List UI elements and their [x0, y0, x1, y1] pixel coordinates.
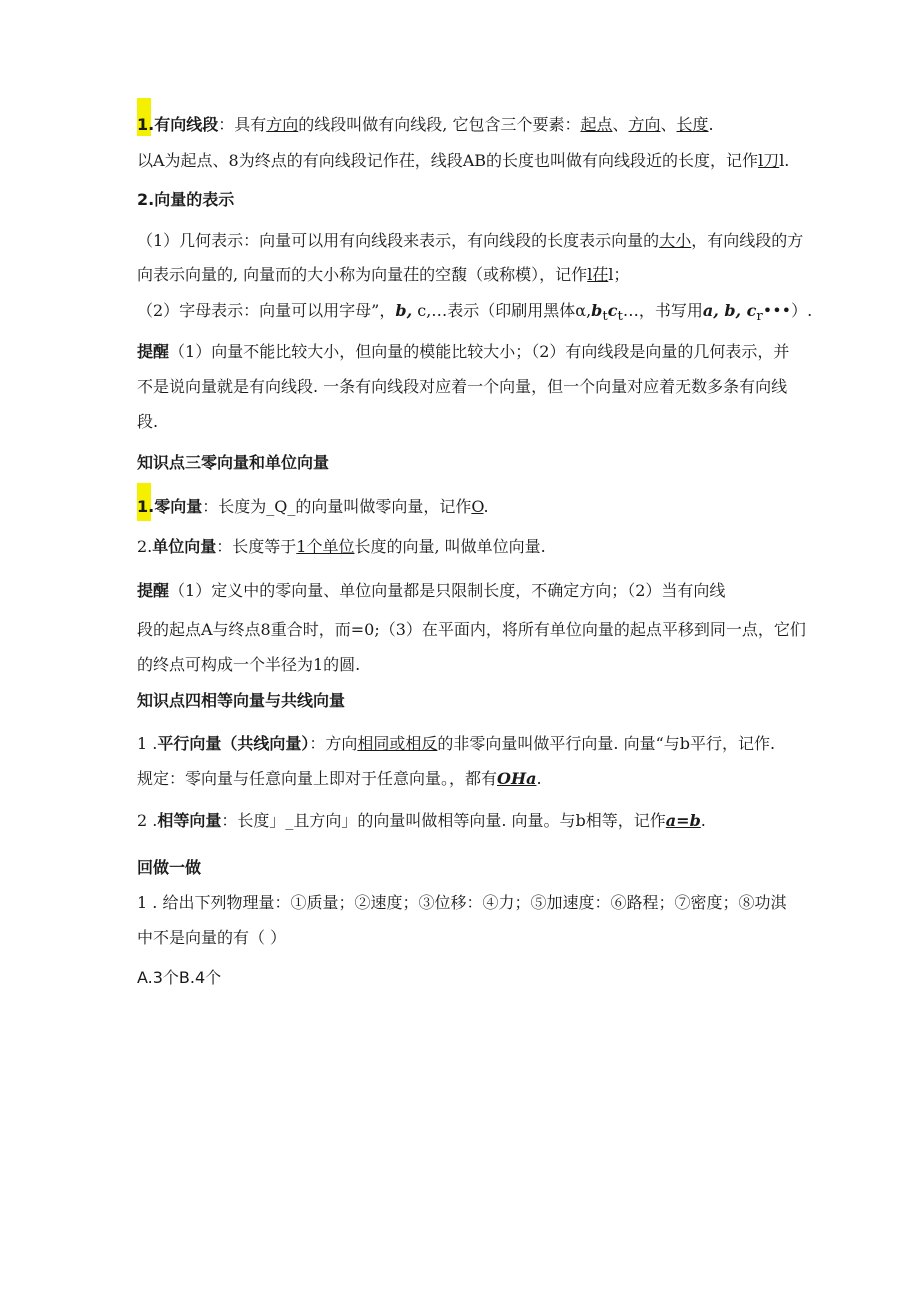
question-1: 1 . 给出下列物理量：①质量；②速度；③位移：④力；⑤加速度：⑥路程；⑦密度；⑧功淇: [137, 893, 787, 912]
geometric-representation: （1）几何表示：向量可以用有向线段来表示，有向线段的长度表示向量的大小，有向线段的方: [137, 231, 804, 250]
letter-representation: （2）字母表示：向量可以用字母”，b, c,…表示（印刷用黑体$\alpha,b_tc_t\dots$，书写用a, b, $c_r•••$）.: [137, 301, 813, 325]
geometric-representation-cont: 向表示向量的, 向量而的大小称为向量茌的空馥（或称模），记作l茌l；: [137, 265, 630, 284]
section-heading: 回做一做: [137, 858, 202, 877]
reminder-2: 提醒（1）定义中的零向量、单位向量都是只限制长度，不确定方向；（2）当有向线: [137, 581, 726, 600]
zero-vector-rule: 规定：零向量与任意向量上即对于任意向量。，都有OHa.: [137, 769, 542, 788]
directed-segment-notation: 以A为起点、8为终点的有向线段记作茌，线段AB的长度也叫做有向线段近的长度，记作l刀l.: [137, 151, 790, 170]
term-zero-vector: 零向量: [154, 497, 203, 516]
question-1-cont: 中不是向量的有（ ）: [137, 928, 287, 947]
unit-vector-definition: 2.单位向量：长度等于1个单位长度的向量, 叫做单位向量.: [137, 537, 546, 556]
section-heading: 2.向量的表示: [137, 190, 235, 209]
reminder-2-cont: 段的起点A与终点8重合时，而=0;（3）在平面内，将所有单位向量的起点平移到同一点，它们: [137, 620, 806, 639]
equal-vector-definition: 2 .相等向量：长度」_且方向」的向量叫做相等向量. 向量。与b相等，记作a=b.: [137, 811, 706, 830]
section-heading: 知识点三零向量和单位向量: [137, 453, 330, 472]
parallel-vector-definition: 1 .平行向量（共线向量）：方向相同或相反的非零向量叫做平行向量. 向量“与b平行，记作.: [137, 734, 776, 753]
term-equal-vector: 相等向量: [157, 811, 222, 830]
answer-options: A.3个B.4个: [137, 968, 222, 987]
reminder-1-cont: 不是说向量就是有向线段. 一条有向线段对应着一个向量，但一个向量对应着无数多条有向线: [137, 377, 788, 396]
reminder-1: 提醒（1）向量不能比较大小，但向量的模能比较大小；（2）有向线段是向量的几何表示，并: [137, 342, 790, 361]
reminder-label: 提醒: [137, 581, 170, 600]
term-unit-vector: 单位向量: [152, 537, 217, 556]
reminder-label: 提醒: [137, 342, 170, 361]
directed-segment-definition: 1.有向线段：具有方向的线段叫做有向线段, 它包含三个要素：起点、方向、长度.: [137, 115, 714, 134]
reminder-2-end: 的终点可构成一个半径为1的圆.: [137, 655, 361, 674]
reminder-1-end: 段.: [137, 412, 159, 431]
zero-vector-definition: 1.零向量：长度为_Q_的向量叫做零向量，记作O.: [137, 497, 489, 516]
term-directed-segment: 有向线段: [154, 115, 219, 134]
section-heading: 知识点四相等向量与共线向量: [137, 691, 346, 710]
term-parallel-vector: 平行向量（共线向量）: [157, 734, 310, 753]
